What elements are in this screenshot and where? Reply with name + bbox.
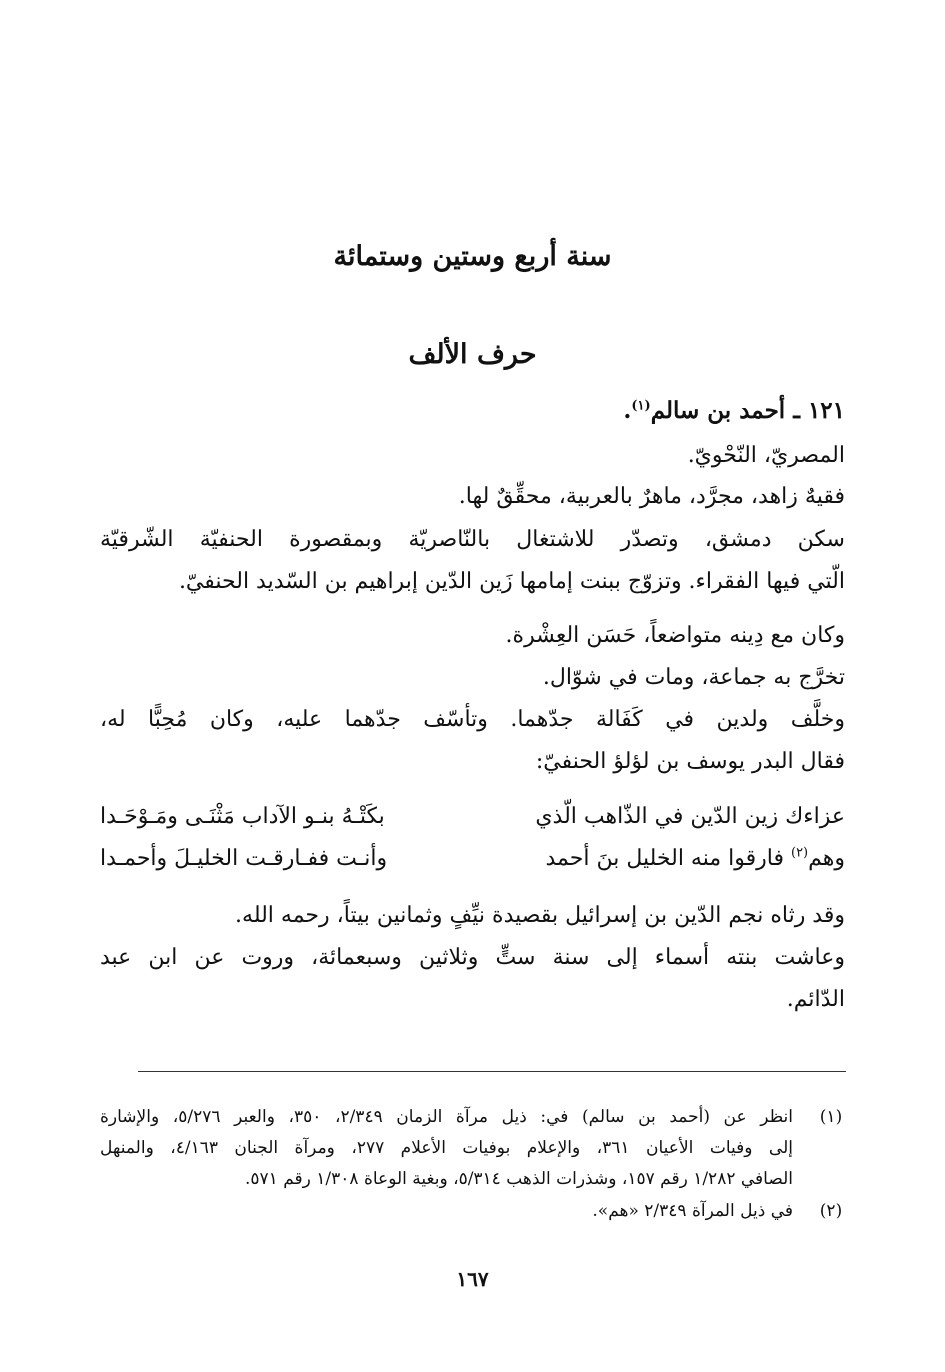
entry-line: فقال البدر يوسف بن لؤلؤ الحنفيّ: <box>535 749 845 774</box>
entry-line: وخلَّف ولدين في كَفَالة جدّهما. وتأسّف جدّهما عليه، وكان مُحِبًّا له، <box>100 707 845 732</box>
footnote-line: في ذيل المرآة ٢/٣٤٩ «هم». <box>592 1201 793 1221</box>
poem-text: فارقوا منه الخليل بنَ أحمد <box>545 846 791 871</box>
poem-hemistich-first: عزاءك زين الدّين في الذّاهب الّذي <box>535 804 845 829</box>
entry-line: تخرَّج به جماعة، ومات في شوّال. <box>542 665 845 690</box>
after-poem-line: وعاشت بنته أسماء إلى سنة ستٍّ وثلاثين وسبعمائة، وروت عن ابن عبد <box>100 945 845 970</box>
after-poem-line: وقد رثاه نجم الدّين بن إسرائيل بقصيدة نيِّفٍ وثمانين بيتاً، رحمه الله. <box>235 903 845 928</box>
entry-line: فقيهٌ زاهد، مجرَّد، ماهرٌ بالعربية، محقِّقٌ لها. <box>458 484 845 509</box>
poem-hemistich-first <box>546 844 846 874</box>
poem-hemistich-second: وأنـت ففـارقـت الخليـلَ وأحمـدا <box>100 846 388 871</box>
entry-title <box>100 396 845 426</box>
letter-heading: حرف الألف <box>408 339 537 370</box>
entry-line: سكن دمشق، وتصدّر للاشتغال بالنّاصريّة وبمقصورة الحنفيّة الشّرقيّة <box>100 527 845 552</box>
entry-title-text: ١٢١ ـ أحمد بن سالم <box>650 397 845 424</box>
footnote-separator <box>138 1071 846 1072</box>
entry-line: المصريّ، النّحْويّ. <box>687 443 845 468</box>
footnote-number: (٢) <box>819 1201 843 1221</box>
footnote-ref-1: (١) <box>631 398 651 414</box>
footnote-line: إلى وفيات الأعيان ٣٦١، والإعلام بوفيات الأعلام ٢٧٧، ومرآة الجنان ٤/١٦٣، والمنهل <box>100 1138 793 1158</box>
footnote-line: انظر عن (أحمد بن سالم) في: ذيل مرآة الزمان ٢/٣٤٩، ٣٥٠، والعبر ٥/٢٧٦، والإشارة <box>100 1107 793 1127</box>
page-number: ١٦٧ <box>456 1267 489 1291</box>
entry-line: الّتي فيها الفقراء. وتزوّج ببنت إمامها زَين الدّين إبراهيم بن السّديد الحنفيّ. <box>178 569 845 594</box>
entry-line: وكان مع دِينه متواضعاً، حَسَن العِشْرة. <box>505 623 845 648</box>
poem-word: وهم <box>808 846 845 871</box>
year-heading: سنة أربع وستين وستمائة <box>333 241 612 272</box>
entry-title-end: . <box>623 397 632 424</box>
after-poem-line: الدّائم. <box>786 987 845 1012</box>
footnote-line: الصافي ١/٢٨٢ رقم ١٥٧، وشذرات الذهب ٥/٣١٤، وبغية الوعاة ١/٣٠٨ رقم ٥٧١. <box>245 1169 793 1189</box>
footnote-ref-2: (٢) <box>790 845 809 861</box>
poem-hemistich-second: بكَتْـهُ بنـو الآداب مَثْنَـى ومَـوْحَـدا <box>100 804 385 829</box>
footnote-number: (١) <box>819 1107 843 1127</box>
